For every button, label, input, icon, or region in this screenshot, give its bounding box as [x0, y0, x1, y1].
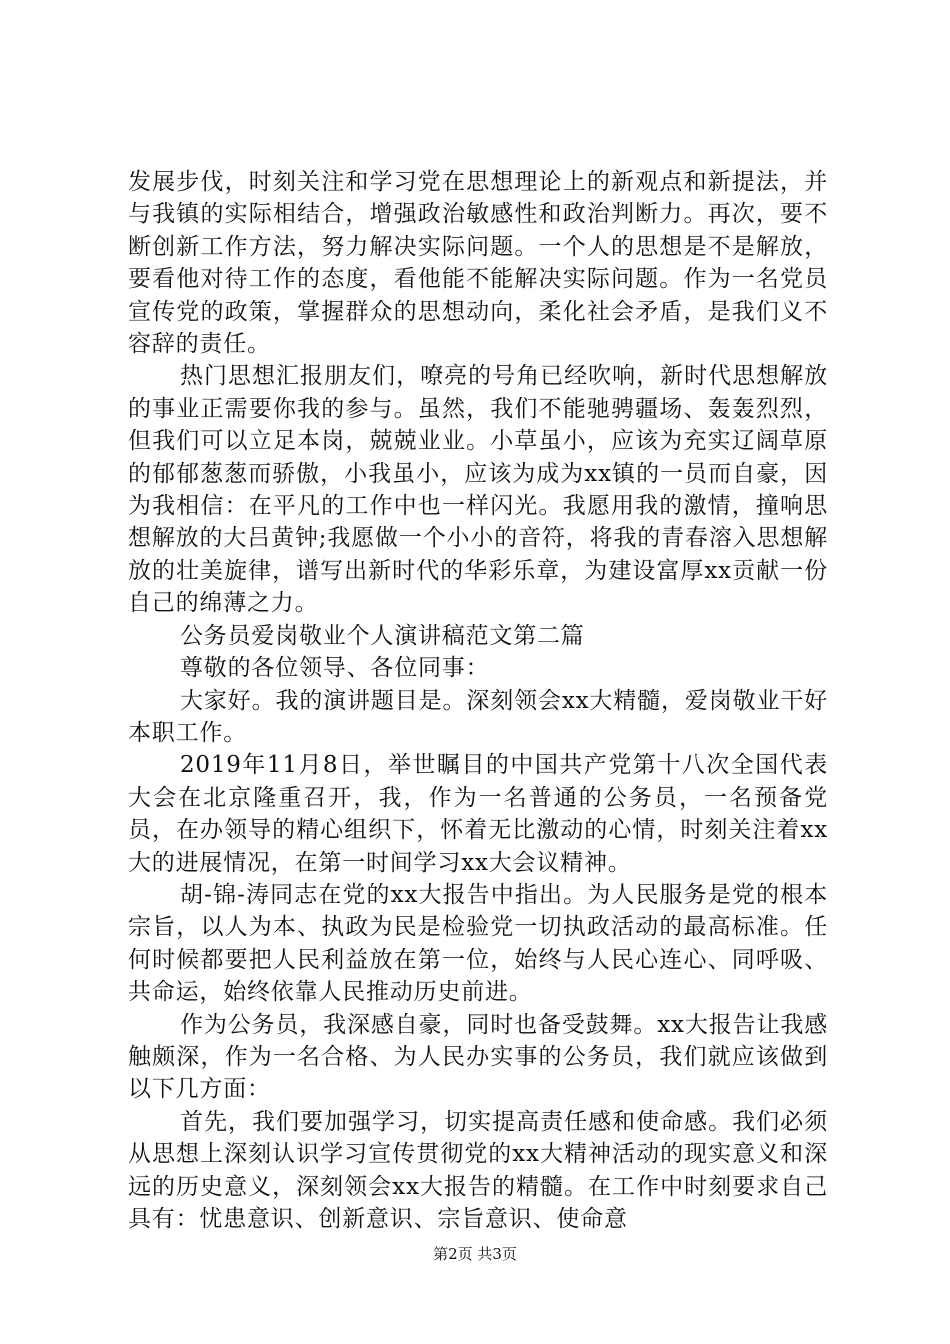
paragraph-4: 胡-锦-涛同志在党的xx大报告中指出。为人民服务是党的根本宗旨，以人为本、执政为民是检验党一切执政活动的最高标准。任何时候都要把人民利益放在第一位，始终与人民心连心、同呼吸、共命运，始终依靠人民推动历史前进。 — [128, 881, 828, 1006]
paragraph-2: 热门思想汇报朋友们，嘹亮的号角已经吹响，新时代思想解放的事业正需要你我的参与。虽然，我们不能驰骋疆场、轰轰烈烈，但我们可以立足本岗，兢兢业业。小草虽小，应该为充实辽阔草原的郁郁葱葱而骄傲，小我虽小，应该为成为xx镇的一员而自豪，因为我相信：在平凡的工作中也一样闪光。我愿用我的激情，撞响思想解放的大吕黄钟;我愿做一个小小的音符，将我的青春溶入思想解放的壮美旋律，谱写出新时代的华彩乐章，为建设富厚xx贡献一份自己的绵薄之力。 — [128, 363, 828, 617]
paragraph-greeting: 大家好。我的演讲题目是。深刻领会xx大精髓，爱岗敬业干好本职工作。 — [128, 687, 828, 746]
paragraph-5: 作为公务员，我深感自豪，同时也备受鼓舞。xx大报告让我感触颇深，作为一名合格、为人民办实事的公务员，我们就应该做到以下几方面： — [128, 1011, 828, 1103]
paragraph-6: 首先，我们要加强学习，切实提高责任感和使命感。我们必须从思想上深刻认识学习宣传贯彻党的xx大精神活动的现实意义和深远的历史意义，深刻领会xx大报告的精髓。在工作中时刻要求自己具有：忧患意识、创新意识、宗旨意识、使命意 — [128, 1108, 828, 1232]
section-heading: 公务员爱岗敬业个人演讲稿范文第二篇 — [180, 622, 585, 649]
salutation: 尊敬的各位领导、各位同事： — [180, 655, 490, 682]
paragraph-3: 2019年11月8日，举世瞩目的中国共产党第十八次全国代表大会在北京隆重召开，我，作为一名普通的公务员，一名预备党员，在办领导的精心组织下，怀着无比激动的心情，时刻关注着xx大的进展情况，在第一时间学习xx大会议精神。 — [128, 752, 828, 876]
paragraph-1: 发展步伐，时刻关注和学习党在思想理论上的新观点和新提法，并与我镇的实际相结合，增强政治敏感性和政治判断力。再次，要不断创新工作方法，努力解决实际问题。一个人的思想是不是解放，要看他对待工作的态度，看他能不能解决实际问题。作为一名党员宣传党的政策，掌握群众的思想动向，柔化社会矛盾，是我们义不容辞的责任。 — [128, 169, 828, 358]
page-footer: 第2页 共3页 — [433, 1245, 517, 1263]
document-body — [128, 166, 828, 1235]
